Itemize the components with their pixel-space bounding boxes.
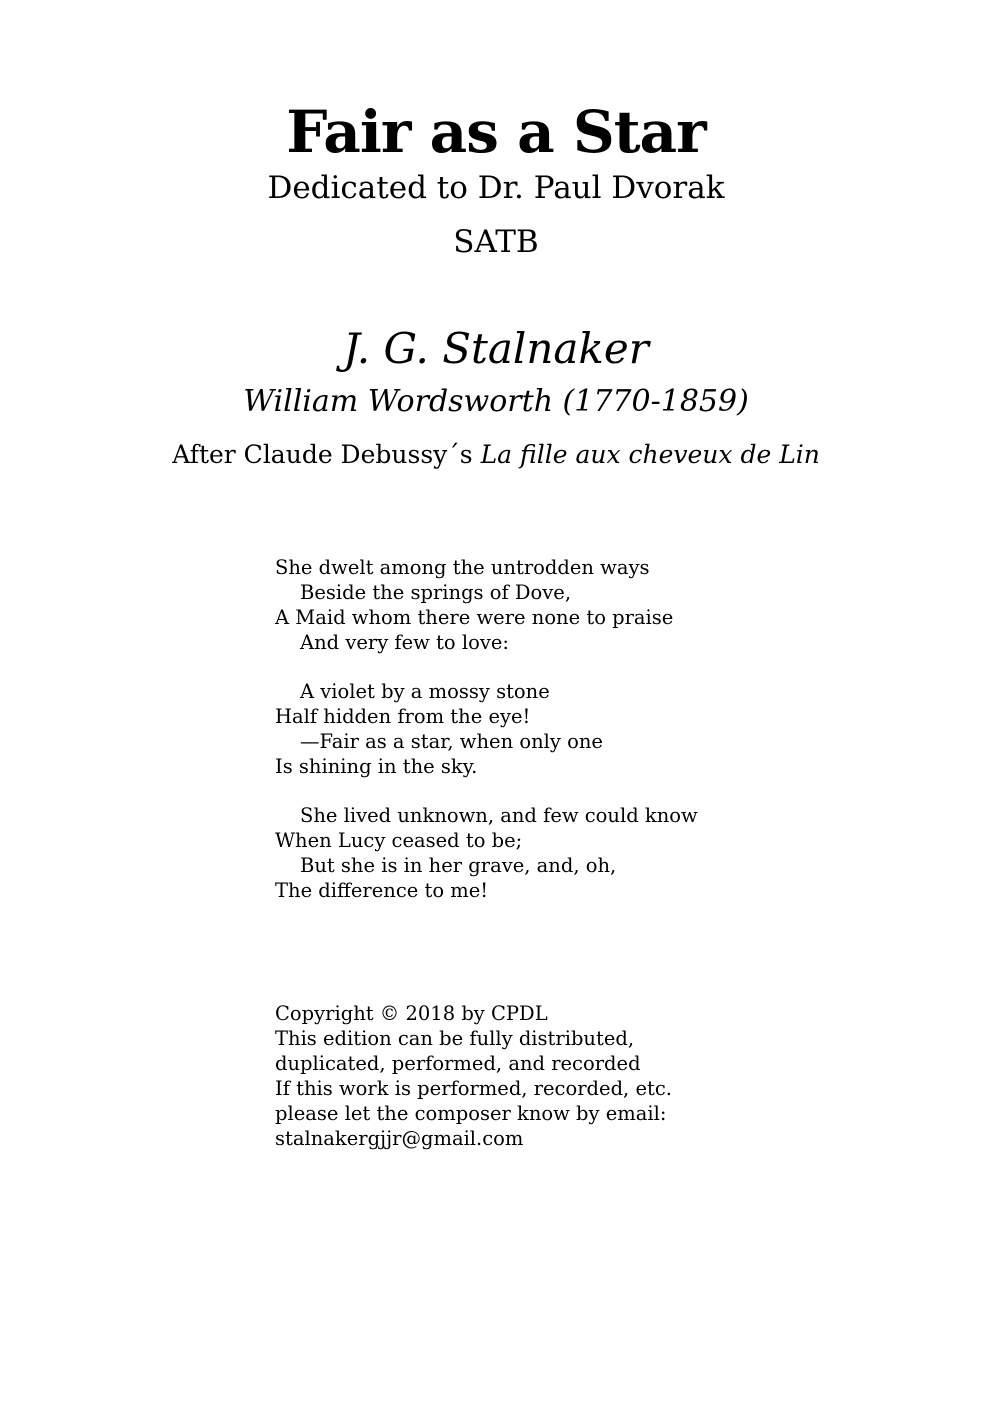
poem-stanza [275, 803, 835, 903]
copyright-line: duplicated, performed, and recorded [275, 1052, 641, 1075]
poem-line: A violet by a mossy stone [300, 680, 550, 703]
poem-stanza [275, 679, 835, 779]
poem-line: A Maid whom there were none to praise [275, 606, 674, 629]
poem-line: When Lucy ceased to be; [275, 829, 523, 852]
copyright-line: This edition can be fully distributed, [275, 1027, 635, 1050]
voicing: SATB [453, 224, 539, 260]
poem-line: —Fair as a star, when only one [300, 730, 603, 753]
after-attribution [0, 436, 992, 474]
copyright-line: Copyright © 2018 by CPDL [275, 1002, 548, 1025]
copyright-line: please let the composer know by email: [275, 1102, 667, 1125]
poem-line: The difference to me! [275, 879, 489, 902]
copyright-notice [275, 1001, 875, 1151]
after-prefix: After Claude Debussy´s [172, 440, 473, 469]
poet-name: William Wordsworth (1770-1859) [243, 384, 749, 419]
poem-line: Is shining in the sky. [275, 755, 478, 778]
page-title: Fair as a Star [286, 98, 706, 166]
copyright-line: If this work is performed, recorded, etc. [275, 1077, 672, 1100]
poem-line: She dwelt among the untrodden ways [275, 556, 650, 579]
poem-line: Half hidden from the eye! [275, 705, 531, 728]
poem-line: But she is in her grave, and, oh, [300, 854, 617, 877]
poem-line: Beside the springs of Dove, [300, 581, 572, 604]
poem-stanza [275, 555, 835, 655]
contact-email: stalnakergjjr@gmail.com [275, 1127, 524, 1150]
after-work-title: La fille aux cheveux de Lin [480, 440, 820, 469]
poem-line: She lived unknown, and few could know [300, 804, 698, 827]
poem-line: And very few to love: [300, 631, 509, 654]
dedication: Dedicated to Dr. Paul Dvorak [267, 170, 725, 206]
composer-name: J. G. Stalnaker [343, 324, 649, 373]
